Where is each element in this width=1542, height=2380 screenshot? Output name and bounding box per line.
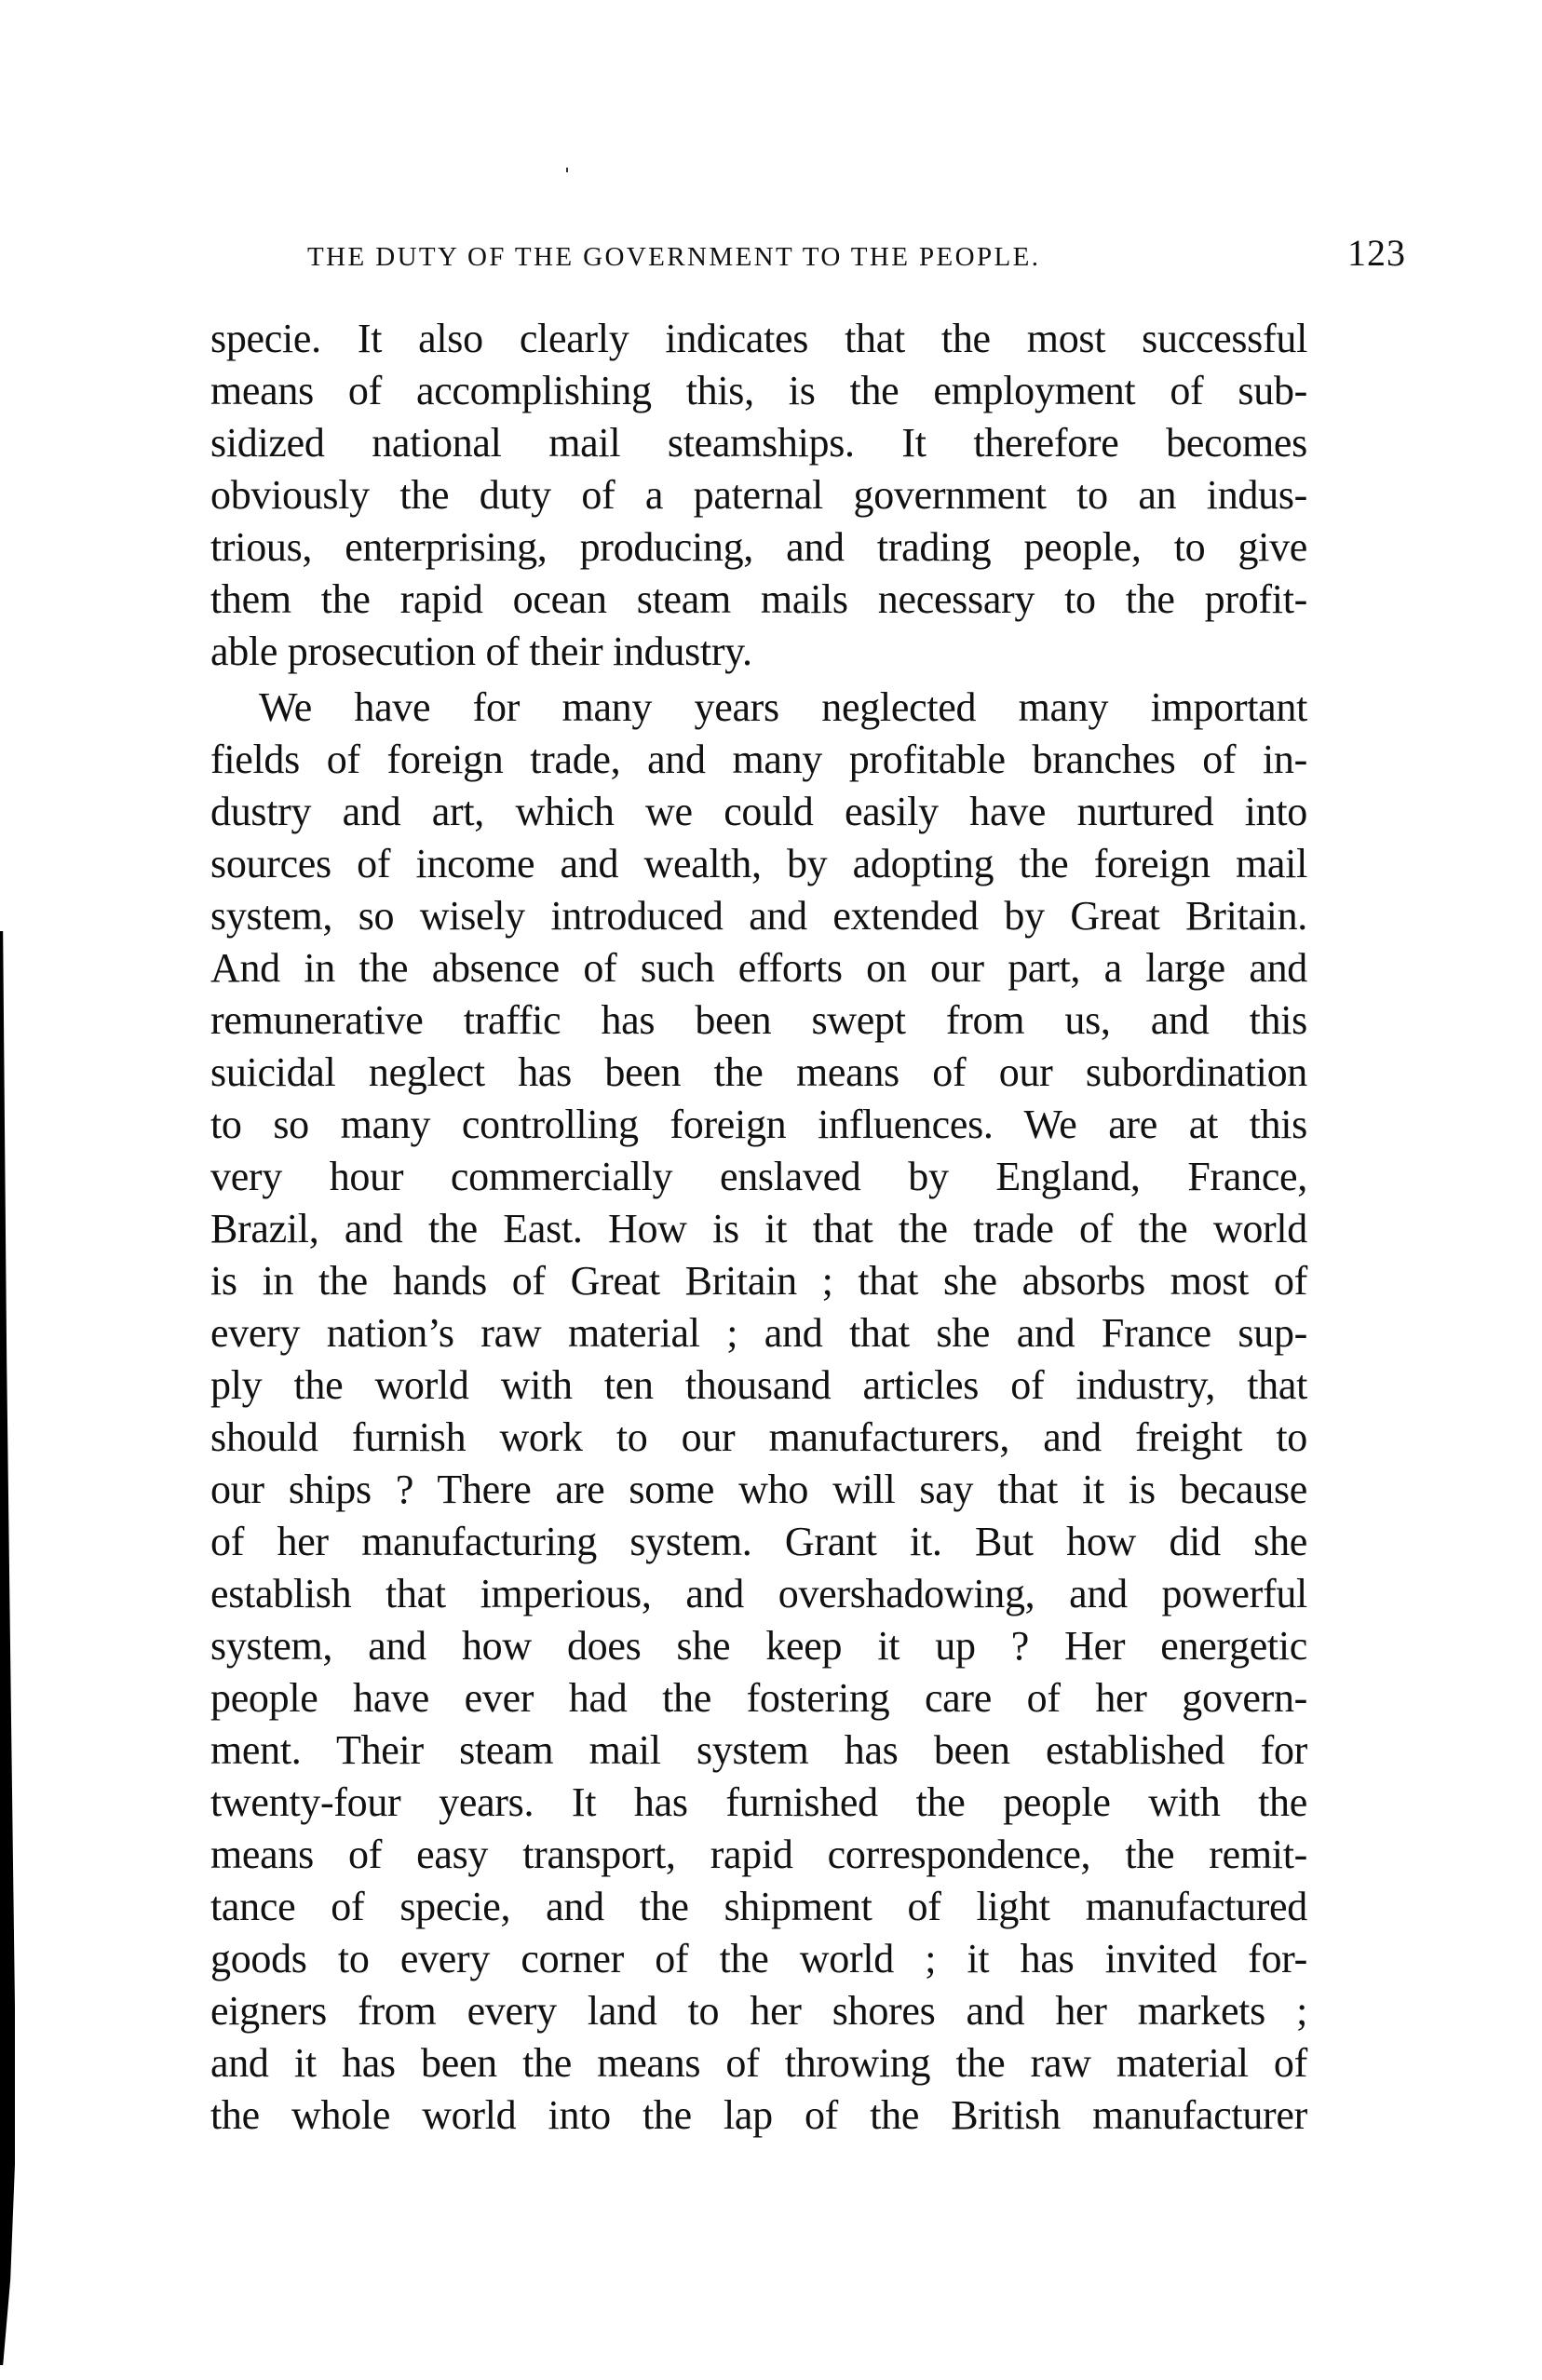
stray-ink-mark [566,168,568,172]
text-line: dustry and art, which we could easily have nurtured into [210,789,1307,834]
text-line: means of easy transport, rapid correspondence, the remit- [210,1832,1307,1877]
text-line: We have for many years neglected many important [259,684,1307,730]
text-line: remunerative traffic has been swept from us, and this [210,997,1307,1043]
text-line: specie. It also clearly indicates that the most successful [210,316,1307,361]
text-line: ply the world with ten thousand articles of industry, that [210,1362,1307,1408]
text-line: ment. Their steam mail system has been established for [210,1727,1307,1773]
text-line: and it has been the means of throwing the raw material of [210,2040,1307,2086]
text-line: fields of foreign trade, and many profitable branches of in- [210,737,1307,782]
text-line: very hour commercially enslaved by England, France, [210,1154,1307,1199]
running-title: THE DUTY OF THE GOVERNMENT TO THE PEOPLE. [307,242,1041,272]
text-line: them the rapid ocean steam mails necessary to the profit- [210,576,1307,622]
text-line: sources of income and wealth, by adopting the foreign mail [210,841,1307,886]
body-text [210,313,1307,2142]
text-line: sidized national mail steamships. It therefore becomes [210,420,1307,466]
text-line: able prosecution of their industry. [210,629,752,674]
page-binding-shadow [0,931,15,2365]
text-line: the whole world into the lap of the British manufacturer [210,2092,1307,2138]
text-line: of her manufacturing system. Grant it. But how did she [210,1519,1307,1564]
text-line: system, and how does she keep it up ? Her energetic [210,1623,1307,1669]
text-line: trious, enterprising, producing, and trading people, to give [210,524,1307,570]
text-line: people have ever had the fostering care of her govern- [210,1675,1307,1721]
text-line: eigners from every land to her shores and her markets ; [210,1988,1307,2034]
text-line: suicidal neglect has been the means of our subordination [210,1049,1307,1095]
text-line: means of accomplishing this, is the employment of sub- [210,368,1307,413]
text-line: obviously the duty of a paternal government to an indus- [210,472,1307,518]
text-line: goods to every corner of the world ; it has invited for- [210,1936,1307,1981]
paragraph [210,313,1307,678]
page-number: 123 [1347,232,1406,274]
text-line: twenty-four years. It has furnished the people with the [210,1779,1307,1825]
text-line: every nation’s raw material ; and that she and France sup- [210,1310,1307,1356]
text-line: to so many controlling foreign influences. We are at this [210,1102,1307,1147]
paragraph [210,682,1307,2142]
running-header [307,231,1406,274]
text-line: establish that imperious, and overshadowing, and powerful [210,1571,1307,1616]
text-line: should furnish work to our manufacturers, and freight to [210,1414,1307,1460]
text-line: tance of specie, and the shipment of light manufactured [210,1884,1307,1929]
text-line: our ships ? There are some who will say that it is because [210,1467,1307,1512]
text-line: Brazil, and the East. How is it that the trade of the world [210,1206,1307,1251]
text-line: And in the absence of such efforts on our part, a large and [210,945,1307,991]
text-line: is in the hands of Great Britain ; that she absorbs most of [210,1258,1307,1304]
text-line: system, so wisely introduced and extended by Great Britain. [210,893,1307,939]
